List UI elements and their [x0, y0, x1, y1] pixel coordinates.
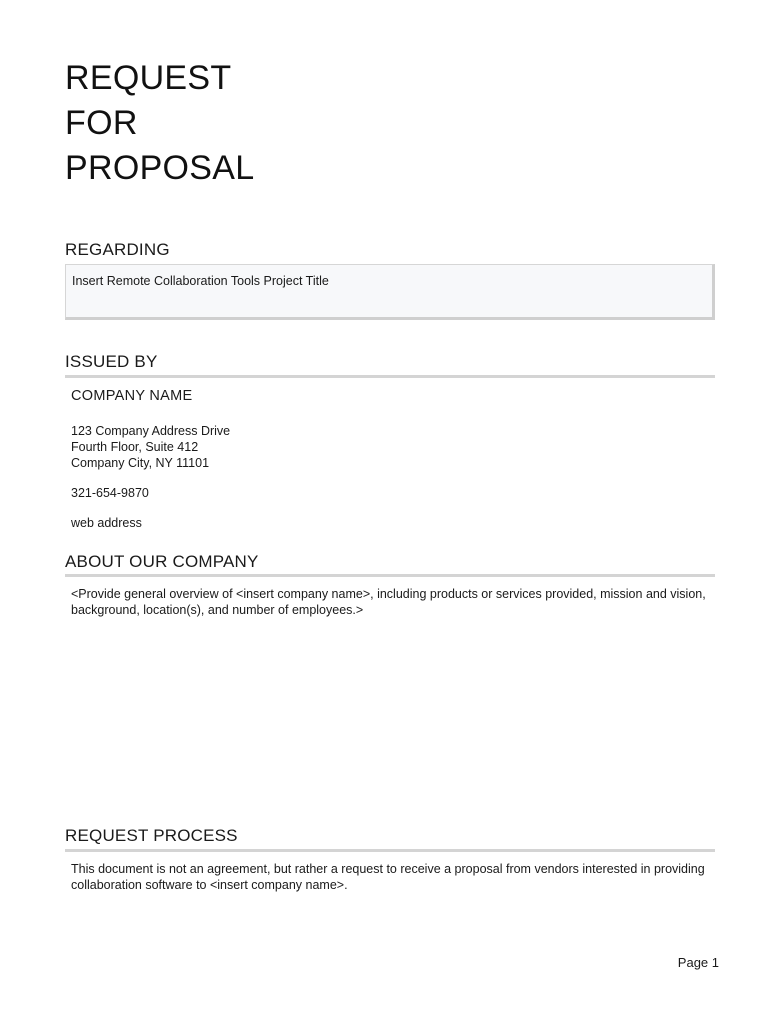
- request-process-text: This document is not an agreement, but rather a request to receive a proposal from vendors interested in providing collaboration software to <insert company name>.: [71, 862, 705, 892]
- address-line-2: Fourth Floor, Suite 412: [71, 440, 199, 454]
- request-process-divider: [65, 849, 715, 852]
- regarding-heading: REGARDING: [65, 240, 170, 259]
- about-text: <Provide general overview of <insert company name>, including products or services provided, mission and vision, background, location(s), and number of employees.>: [71, 587, 706, 617]
- company-phone: 321-654-9870: [71, 486, 149, 500]
- title-line-2: FOR: [65, 104, 138, 142]
- regarding-field-text: Insert Remote Collaboration Tools Project Title: [72, 274, 329, 288]
- document-title: [65, 56, 254, 191]
- about-heading: ABOUT OUR COMPANY: [65, 552, 259, 571]
- company-web-address: web address: [71, 516, 142, 530]
- title-line-1: REQUEST: [65, 59, 232, 97]
- request-process-heading: REQUEST PROCESS: [65, 826, 238, 845]
- title-line-3: PROPOSAL: [65, 149, 255, 187]
- regarding-field[interactable]: [65, 264, 715, 320]
- issued-by-divider: [65, 375, 715, 378]
- issued-by-heading: ISSUED BY: [65, 352, 158, 371]
- address-line-1: 123 Company Address Drive: [71, 424, 231, 438]
- address-line-3: Company City, NY 11101: [71, 456, 210, 470]
- about-divider: [65, 574, 715, 577]
- page-number: Page 1: [677, 955, 719, 970]
- company-name: COMPANY NAME: [71, 388, 193, 404]
- company-address: [71, 423, 230, 471]
